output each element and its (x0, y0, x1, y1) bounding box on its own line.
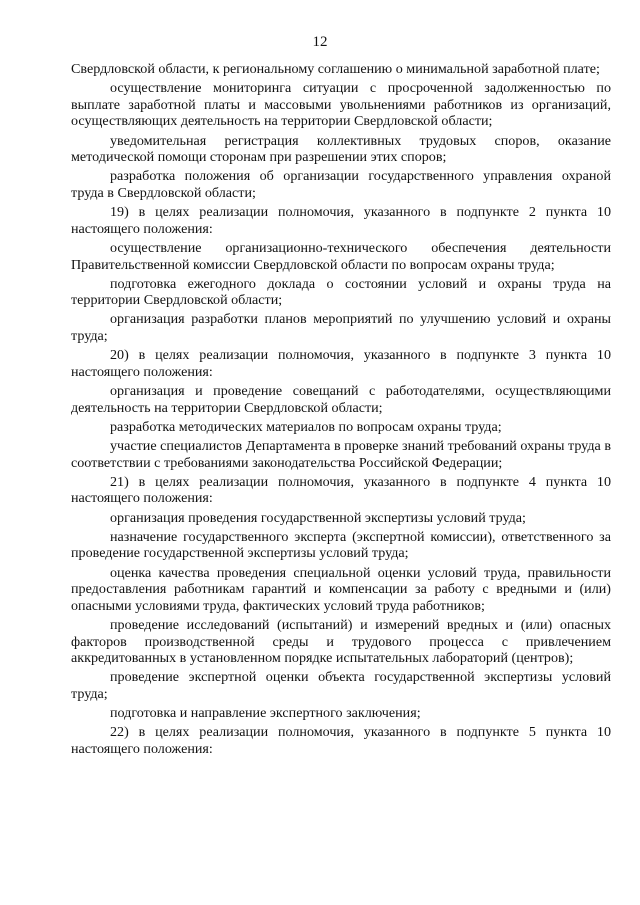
paragraph-item-20: 20) в целях реализации полномочия, указанного в подпункте 3 пункта 10 настоящего положения: (71, 347, 611, 380)
paragraph: проведение экспертной оценки объекта государственной экспертизы условий труда; (71, 669, 611, 702)
paragraph: подготовка и направление экспертного заключения; (110, 705, 421, 722)
paragraph-item-21: 21) в целях реализации полномочия, указанного в подпункте 4 пункта 10 настоящего положения: (71, 473, 611, 507)
paragraph: оценка качества проведения специальной оценки условий труда, правильности предоставления работникам гарантий и компенсации за работу с вредными и (или) опасными условиями труда, фактических условий труда работников; (71, 564, 611, 614)
paragraph: осуществление мониторинга ситуации с просроченной задолженностью по выплате заработной платы и массовыми увольнениями работников из организаций, осуществляющих деятельность на территории Свердловской области; (71, 80, 611, 130)
paragraph: организация разработки планов мероприятий по улучшению условий и охраны труда; (71, 311, 611, 345)
paragraph: организация и проведение совещаний с работодателями, осуществляющими деятельность на территории Свердловской области; (71, 383, 611, 416)
paragraph: участие специалистов Департамента в проверке знаний требований охраны труда в соответствии с требованиями законодательства Российской Федерации; (71, 438, 611, 471)
paragraph-continuation: Свердловской области, к региональному соглашению о минимальной заработной плате; (71, 61, 600, 77)
paragraph: разработка положения об организации государственного управления охраной труда в Свердловской области; (71, 168, 611, 201)
paragraph-item-19: 19) в целях реализации полномочия, указанного в подпункте 2 пункта 10 настоящего положения: (71, 204, 611, 237)
paragraph-item-22: 22) в целях реализации полномочия, указанного в подпункте 5 пункта 10 настоящего положения: (71, 724, 611, 757)
paragraph: организация проведения государственной экспертизы условий труда; (110, 509, 526, 526)
paragraph: проведение исследований (испытаний) и измерений вредных и (или) опасных факторов производственной среды и трудового процесса с привлечением аккредитованных в установленном порядке испытательных лабораторий (центров); (71, 616, 611, 667)
paragraph: подготовка ежегодного доклада о состоянии условий и охраны труда на территории Свердловской области; (71, 275, 611, 309)
page-number: 12 (312, 34, 328, 50)
paragraph: уведомительная регистрация коллективных трудовых споров, оказание методической помощи сторонам при разрешении этих споров; (71, 132, 611, 166)
paragraph: разработка методических материалов по вопросам охраны труда; (110, 418, 502, 435)
document-body (71, 61, 611, 760)
paragraph: назначение государственного эксперта (экспертной комиссии), ответственного за проведение государственной экспертизы условий труда; (71, 528, 611, 562)
paragraph: осуществление организационно-технического обеспечения деятельности Правительственной комиссии Свердловской области по вопросам охраны труда; (71, 239, 611, 273)
